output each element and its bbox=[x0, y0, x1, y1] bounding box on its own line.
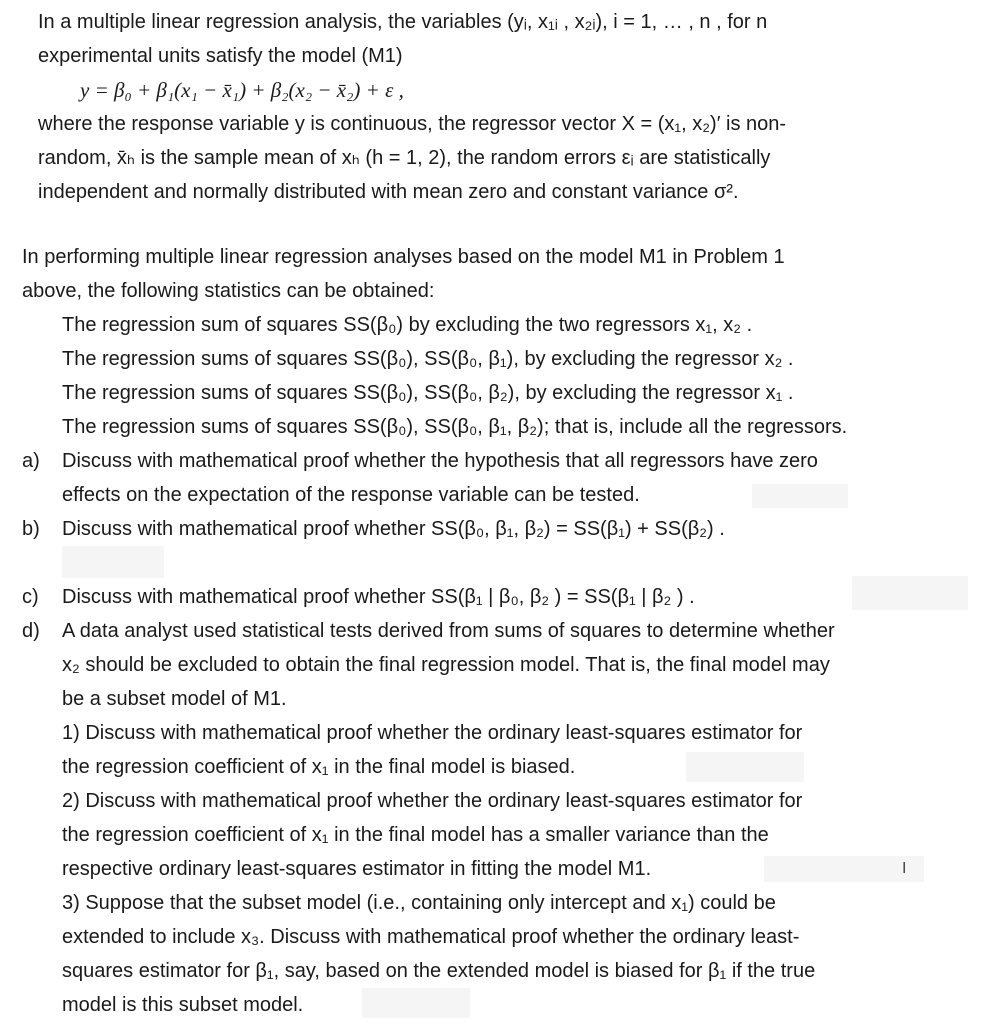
answer-mask-d1 bbox=[686, 752, 804, 782]
cursor-mark: I bbox=[902, 860, 907, 877]
question-d3-line-3: squares estimator for β₁, say, based on the extended model is biased for β₁ if the true bbox=[62, 960, 816, 982]
answer-mask-a bbox=[752, 484, 848, 508]
question-d1-line-1: 1) Discuss with mathematical proof whether the ordinary least-squares estimator for bbox=[62, 722, 803, 744]
intro-line-5: independent and normally distributed with mean zero and constant variance σ². bbox=[38, 181, 739, 203]
answer-mask-d2 bbox=[764, 856, 924, 882]
question-d2-line-1: 2) Discuss with mathematical proof whether the ordinary least-squares estimator for bbox=[62, 790, 803, 812]
question-b-label: b) bbox=[22, 518, 40, 540]
stat-item-4: The regression sums of squares SS(β₀), SS(β₀, β₁, β₂); that is, include all the regressors. bbox=[62, 416, 848, 438]
intro-line-1: In a multiple linear regression analysis, the variables (yᵢ, x₁ᵢ , x₂ᵢ), i = 1, … , n , for n bbox=[38, 11, 768, 33]
question-d3-line-2: extended to include x₃. Discuss with mathematical proof whether the ordinary least- bbox=[62, 926, 800, 948]
intro-line-2: experimental units satisfy the model (M1) bbox=[38, 45, 403, 67]
question-d1-line-2: the regression coefficient of x₁ in the final model is biased. bbox=[62, 756, 576, 778]
setup-line-1: In performing multiple linear regression analyses based on the model M1 in Problem 1 bbox=[22, 246, 785, 268]
question-d3-line-4: model is this subset model. bbox=[62, 994, 304, 1016]
question-d-line-3: be a subset model of M1. bbox=[62, 688, 287, 710]
question-d-line-2: x₂ should be excluded to obtain the final regression model. That is, the final model may bbox=[62, 654, 830, 676]
model-equation: y = β₀ + β₁(x₁ − x̄₁) + β₂(x₂ − x̄₂) + ε , bbox=[80, 78, 404, 102]
question-d-label: d) bbox=[22, 620, 40, 642]
question-a-label: a) bbox=[22, 450, 40, 472]
answer-mask-b bbox=[62, 546, 164, 578]
intro-line-4: random, x̄ₕ is the sample mean of xₕ (h = 1, 2), the random errors εᵢ are statistically bbox=[38, 147, 771, 169]
question-d3-line-1: 3) Suppose that the subset model (i.e., containing only intercept and x₁) could be bbox=[62, 892, 776, 914]
question-b-line-1: Discuss with mathematical proof whether SS(β₀, β₁, β₂) = SS(β₁) + SS(β₂) . bbox=[62, 518, 725, 540]
stat-item-1: The regression sum of squares SS(β₀) by excluding the two regressors x₁, x₂ . bbox=[62, 314, 753, 336]
setup-line-2: above, the following statistics can be obtained: bbox=[22, 280, 435, 302]
question-c-line-1: Discuss with mathematical proof whether SS(β₁ | β₀, β₂ ) = SS(β₁ | β₂ ) . bbox=[62, 586, 695, 608]
answer-mask-d3 bbox=[362, 988, 470, 1018]
question-a-line-1: Discuss with mathematical proof whether the hypothesis that all regressors have zero bbox=[62, 450, 818, 472]
stat-item-3: The regression sums of squares SS(β₀), SS(β₀, β₂), by excluding the regressor x₁ . bbox=[62, 382, 794, 404]
stat-item-2: The regression sums of squares SS(β₀), SS(β₀, β₁), by excluding the regressor x₂ . bbox=[62, 348, 794, 370]
question-d2-line-3: respective ordinary least-squares estimator in fitting the model M1. bbox=[62, 858, 652, 880]
answer-mask-c bbox=[852, 576, 968, 610]
question-d2-line-2: the regression coefficient of x₁ in the final model has a smaller variance than the bbox=[62, 824, 769, 846]
question-d-line-1: A data analyst used statistical tests derived from sums of squares to determine whether bbox=[62, 620, 835, 642]
question-a-line-2: effects on the expectation of the response variable can be tested. bbox=[62, 484, 640, 506]
intro-line-3: where the response variable y is continuous, the regressor vector X = (x₁, x₂)′ is non- bbox=[38, 113, 787, 135]
question-c-label: c) bbox=[22, 586, 39, 608]
